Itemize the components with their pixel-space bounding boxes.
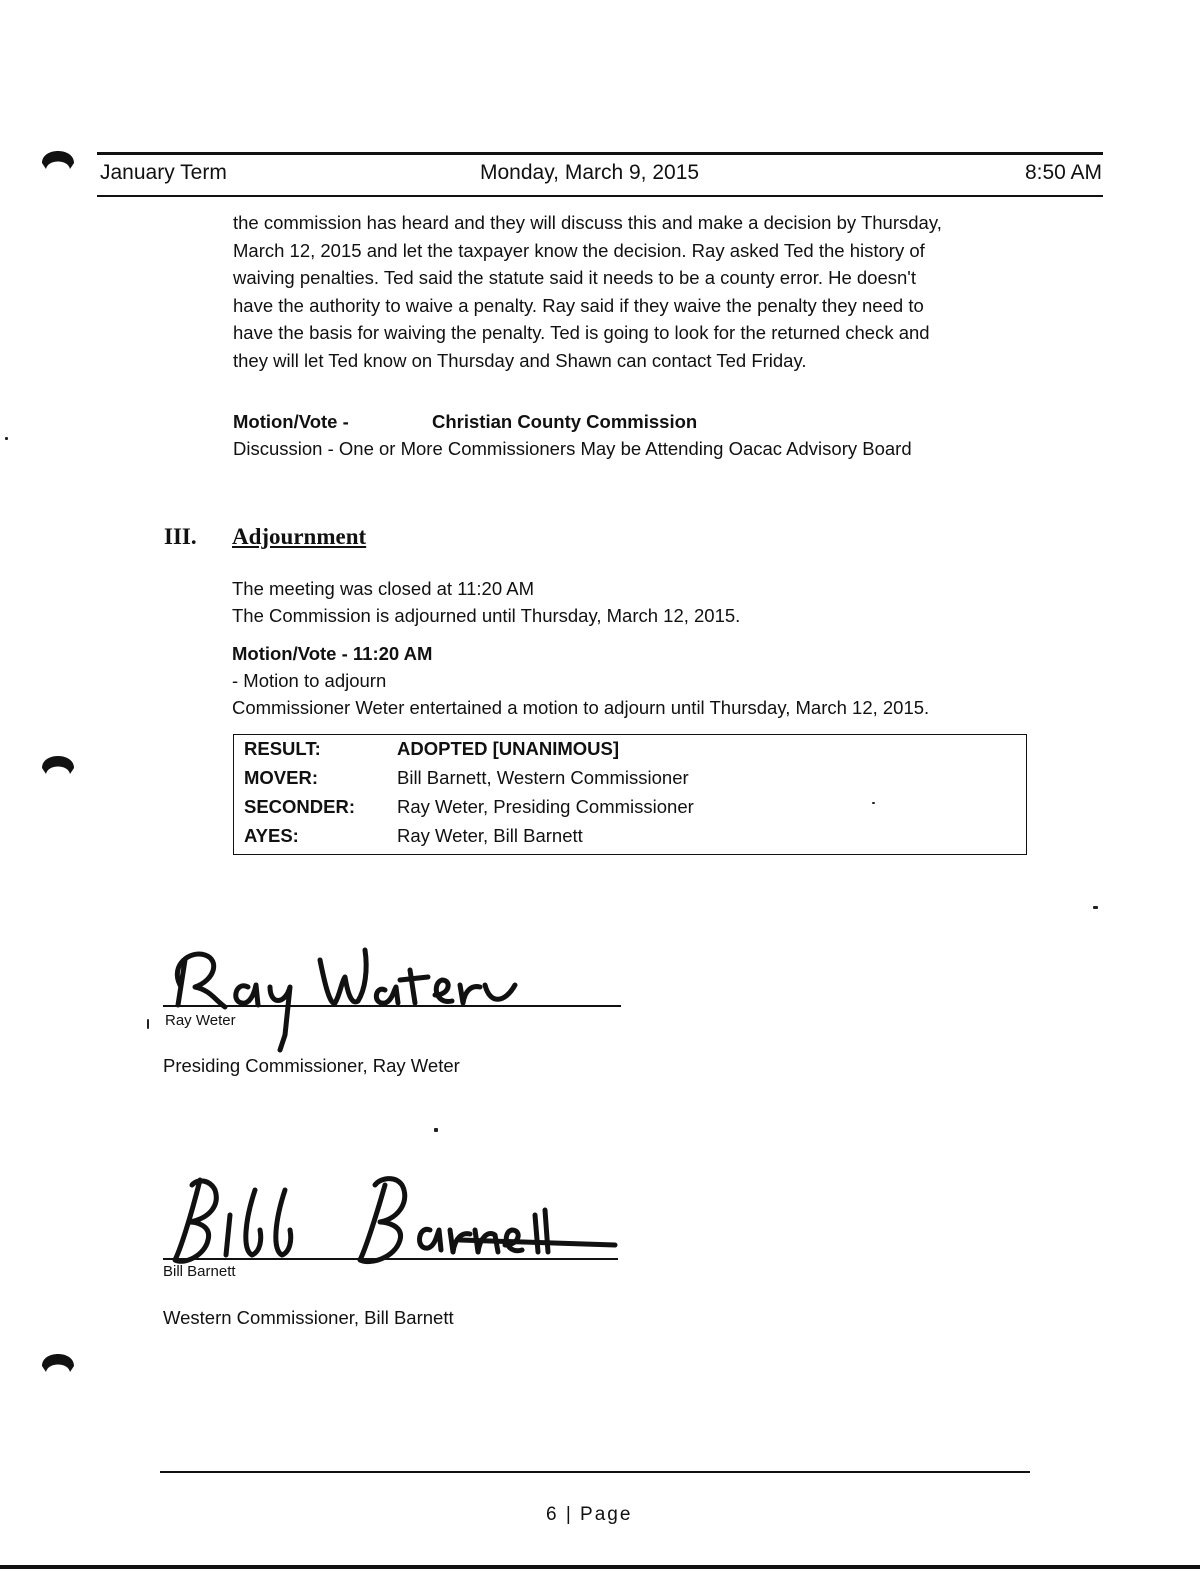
vote-value: Bill Barnett, Western Commissioner <box>397 767 689 788</box>
signature-title: Western Commissioner, Bill Barnett <box>163 1307 454 1328</box>
paragraph-line: have the basis for waiving the penalty. Ted is going to look for the returned check and <box>233 322 930 343</box>
signature-printed-name: Bill Barnett <box>163 1263 236 1280</box>
vote-label: AYES: <box>244 825 299 846</box>
page-bottom-edge <box>0 1565 1200 1569</box>
adjourn-motion-vote: Motion/Vote - 11:20 AM <box>232 643 433 664</box>
scan-speck <box>434 1128 438 1132</box>
vote-result-table <box>233 734 1027 855</box>
vote-value: Ray Weter, Bill Barnett <box>397 825 583 846</box>
adjourn-motion-item: - Motion to adjourn <box>232 670 387 691</box>
minutes-paragraph <box>233 209 1033 374</box>
signature-line <box>163 1258 618 1260</box>
header-time: 8:50 AM <box>1024 161 1102 184</box>
paragraph-line: have the authority to waive a penalty. Ray said if they waive the penalty they need to <box>233 294 924 316</box>
vote-label: MOVER: <box>244 767 318 788</box>
paragraph-line: they will let Ted know on Thursday and Shawn can contact Ted Friday. <box>233 349 807 371</box>
header-rule-bottom <box>97 195 1103 197</box>
motion-vote-label: Motion/Vote - <box>233 411 349 432</box>
punch-hole-bottom <box>38 1340 78 1380</box>
signature-line <box>163 1005 621 1007</box>
vote-value: ADOPTED [UNANIMOUS] <box>397 738 619 759</box>
scan-speck <box>5 437 8 440</box>
discussion-line: Discussion - One or More Commissioners May be Attending Oacac Advisory Board <box>233 438 912 459</box>
adjourn-motion-text: Commissioner Weter entertained a motion to adjourn until Thursday, March 12, 2015. <box>232 697 930 718</box>
scan-speck <box>1093 906 1098 909</box>
vote-label: RESULT: <box>244 738 321 759</box>
scan-speck <box>872 802 875 804</box>
paragraph-line: the commission has heard and they will discuss this and make a decision by Thursday, <box>233 212 942 233</box>
scan-speck <box>147 1019 149 1029</box>
paragraph-line: March 12, 2015 and let the taxpayer know the decision. Ray asked Ted the history of <box>233 239 925 261</box>
vote-label: SECONDER: <box>244 796 356 817</box>
adjourned-text: The Commission is adjourned until Thursday, March 12, 2015. <box>232 605 741 626</box>
page-number: 6 | Page <box>546 1504 633 1525</box>
signature-printed-name: Ray Weter <box>165 1012 236 1029</box>
header-term: January Term <box>100 161 227 184</box>
section-number: III. <box>164 524 197 549</box>
header-rule-top <box>97 152 1103 155</box>
paragraph-line: waiving penalties. Ted said the statute said it needs to be a county error. He doesn't <box>233 267 916 288</box>
vote-value: Ray Weter, Presiding Commissioner <box>397 796 694 817</box>
closed-text: The meeting was closed at 11:20 AM <box>232 578 534 599</box>
header-date: Monday, March 9, 2015 <box>480 161 700 184</box>
section-title: Adjournment <box>232 524 367 549</box>
footer-rule <box>160 1471 1030 1473</box>
punch-hole-middle <box>38 742 78 782</box>
punch-hole-top <box>38 137 78 177</box>
signature-ray-weter <box>160 925 540 1055</box>
motion-vote-entity: Christian County Commission <box>432 411 698 432</box>
signature-title: Presiding Commissioner, Ray Weter <box>163 1055 460 1076</box>
signature-bill-barnett <box>160 1160 620 1280</box>
